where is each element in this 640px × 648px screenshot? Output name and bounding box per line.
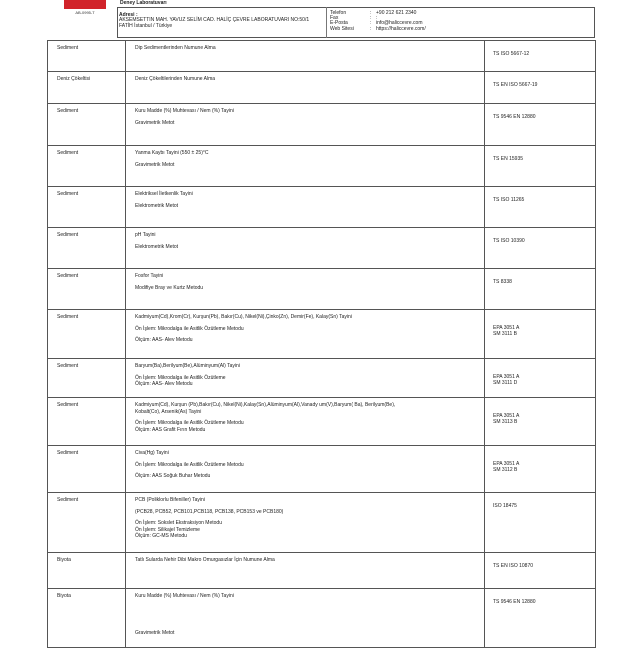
contact-key: Fax bbox=[330, 15, 339, 22]
matrix-cell bbox=[48, 553, 126, 588]
method-reference: TS EN 15935 bbox=[493, 156, 524, 162]
contact-key: E-Posta bbox=[330, 20, 348, 27]
method-cell bbox=[484, 104, 595, 145]
method-reference: EPA 3051 A bbox=[493, 374, 520, 380]
test-cell bbox=[125, 187, 485, 227]
address-value: AKSEMSETTIN MAH. YAVUZ SELİM CAD. HALİÇ ÇEVRE LABORATUVARI NO:50/1 FATİH İstanbul / Türkiye bbox=[119, 17, 310, 29]
test-line: Ön İşlem: Silikajel Temizleme bbox=[135, 526, 200, 533]
accreditation-number: AB-0995-T bbox=[75, 10, 95, 15]
address-label: Adresi : bbox=[119, 12, 138, 18]
matrix-cell bbox=[48, 41, 126, 71]
test-line: Ön İşlem: Mikrodalga ile Asitlik Özütleme Metodu bbox=[135, 325, 244, 332]
test-line: Ön İşlem: Mikrodalga ile Asitlik Özütleme bbox=[135, 374, 226, 381]
test-line: Ön İşlem: Mikrodalga ile Asitlik Özütleme Metodu bbox=[135, 420, 244, 426]
table-row bbox=[47, 40, 596, 72]
method-reference: SM 3113 B bbox=[493, 419, 518, 425]
test-cell bbox=[125, 589, 485, 647]
test-line: Fosfor Tayini bbox=[135, 273, 164, 279]
test-cell bbox=[125, 553, 485, 588]
test-line: Gravimetrik Metot bbox=[135, 629, 175, 636]
method-cell bbox=[484, 359, 595, 397]
matrix-label: Sediment bbox=[57, 273, 79, 279]
test-cell bbox=[125, 359, 485, 397]
matrix-label: Biyota bbox=[57, 593, 71, 599]
contact-value: : bbox=[376, 15, 378, 22]
turkak-logo bbox=[64, 0, 106, 9]
table-row bbox=[47, 358, 596, 398]
test-line: Ölçüm: AAS Soğuk Buhar Metodu bbox=[135, 473, 211, 479]
method-cell bbox=[484, 310, 595, 358]
test-cell bbox=[125, 398, 485, 445]
method-reference: EPA 3051 A bbox=[493, 413, 520, 419]
method-reference: ISO 18475 bbox=[493, 503, 517, 509]
test-line: Kobalt(Co), Arsenik(As) Tayini bbox=[135, 408, 202, 415]
test-line: Kuru Madde (%) Muhtevası / Nem (%) Tayini bbox=[135, 593, 234, 599]
contact-value[interactable]: https://haliccevre.com/ bbox=[376, 25, 426, 32]
matrix-cell bbox=[48, 359, 126, 397]
table-row bbox=[47, 227, 596, 269]
table-row bbox=[47, 445, 596, 493]
method-reference: EPA 3051 A bbox=[493, 461, 520, 467]
matrix-label: Sediment bbox=[57, 497, 79, 503]
matrix-label: Sediment bbox=[57, 150, 79, 156]
test-line: Ölçüm: GC-MS Metodu bbox=[135, 533, 187, 539]
matrix-label: Sediment bbox=[57, 363, 79, 369]
method-cell bbox=[484, 146, 595, 186]
matrix-cell bbox=[48, 72, 126, 103]
method-cell bbox=[484, 72, 595, 103]
method-cell bbox=[484, 493, 595, 552]
test-cell bbox=[125, 41, 485, 71]
contact-value[interactable]: info@haliccevre.com bbox=[376, 20, 423, 27]
matrix-label: Sediment bbox=[57, 45, 79, 51]
matrix-cell bbox=[48, 187, 126, 227]
test-line: Elektriksel İletkenlik Tayini bbox=[135, 191, 193, 197]
test-line: Gravimetrik Metot bbox=[135, 161, 175, 168]
matrix-label: Sediment bbox=[57, 108, 79, 114]
contact-key: Telefon bbox=[330, 10, 347, 16]
matrix-cell bbox=[48, 104, 126, 145]
header-divider bbox=[326, 7, 327, 38]
method-cell bbox=[484, 446, 595, 492]
document-header bbox=[0, 0, 640, 40]
table-row bbox=[47, 103, 596, 146]
matrix-label: Biyota bbox=[57, 557, 71, 563]
matrix-label: Deniz Çökeltisi bbox=[57, 76, 91, 82]
test-cell bbox=[125, 228, 485, 268]
table-row bbox=[47, 588, 596, 648]
test-line: Baryum(Ba),Berilyum(Be),Alüminyum(Al) Tayini bbox=[135, 363, 240, 369]
matrix-cell bbox=[48, 446, 126, 492]
matrix-cell bbox=[48, 269, 126, 309]
table-row bbox=[47, 145, 596, 187]
test-line: Tatlı Sularda Nehir Dibi Makro Omurgasızlar İçin Numune Alma bbox=[135, 557, 275, 563]
matrix-cell bbox=[48, 398, 126, 445]
matrix-cell bbox=[48, 146, 126, 186]
method-reference: TS 8338 bbox=[493, 279, 512, 285]
table-row bbox=[47, 71, 596, 104]
test-line: Yanma Kaybı Tayini (550 ± 25)°C bbox=[135, 150, 209, 156]
test-line: Modifiye Bray ve Kurtz Metodu bbox=[135, 284, 204, 291]
method-reference: TS 9546 EN 12880 bbox=[493, 599, 536, 605]
method-reference: SM 3112 B bbox=[493, 467, 518, 473]
matrix-label: Sediment bbox=[57, 232, 79, 238]
test-line: Elektrometrik Metot bbox=[135, 202, 179, 209]
test-line: (PCB28, PCB52, PCB101,PCB118, PCB138, PCB153 ve PCB180) bbox=[135, 508, 284, 515]
method-cell bbox=[484, 269, 595, 309]
method-cell bbox=[484, 589, 595, 647]
test-line: Elektrometrik Metot bbox=[135, 243, 179, 250]
matrix-cell bbox=[48, 589, 126, 647]
test-cell bbox=[125, 146, 485, 186]
contact-info bbox=[330, 11, 426, 32]
method-cell bbox=[484, 228, 595, 268]
test-line: Kadmiyum(Cd),Krom(Cr), Kurşun(Pb), Bakır(Cu), Nikel(Ni),Çinko(Zn), Demir(Fe), Kalay(Sn) Tayini bbox=[135, 314, 352, 320]
table-row bbox=[47, 552, 596, 589]
method-reference: TS ISO 5667-12 bbox=[493, 51, 530, 57]
test-line: Dip Sedimentlerinden Numune Alma bbox=[135, 45, 216, 51]
scope-table bbox=[47, 40, 596, 640]
contact-separator: : bbox=[370, 25, 372, 32]
matrix-label: Sediment bbox=[57, 314, 79, 320]
matrix-cell bbox=[48, 493, 126, 552]
table-row bbox=[47, 309, 596, 359]
test-line: Ön İşlem: Sokslet Ekstraksiyon Metodu bbox=[135, 520, 222, 526]
table-row bbox=[47, 397, 596, 446]
method-reference: TS ISO 10390 bbox=[493, 238, 525, 244]
matrix-label: Sediment bbox=[57, 402, 79, 408]
lab-name: Deney Laboratuvarı bbox=[120, 0, 167, 6]
test-cell bbox=[125, 446, 485, 492]
test-line: Ön İşlem: Mikrodalga ile Asitlik Özütleme Metodu bbox=[135, 461, 244, 468]
matrix-label: Sediment bbox=[57, 191, 79, 197]
test-line: Ölçüm: AAS- Alev Metodu bbox=[135, 337, 193, 343]
method-reference: SM 3111 D bbox=[493, 380, 518, 386]
table-row bbox=[47, 492, 596, 553]
method-cell bbox=[484, 553, 595, 588]
contact-separator: : bbox=[370, 20, 372, 27]
test-line: Ölçüm: AAS- Alev Metodu bbox=[135, 381, 193, 387]
matrix-label: Sediment bbox=[57, 450, 79, 456]
method-cell bbox=[484, 187, 595, 227]
matrix-cell bbox=[48, 228, 126, 268]
contact-row bbox=[330, 27, 426, 32]
test-cell bbox=[125, 493, 485, 552]
method-reference: TS ISO 11265 bbox=[493, 197, 525, 203]
contact-key: Web Sitesi bbox=[330, 25, 354, 32]
method-reference: TS EN ISO 5667-19 bbox=[493, 82, 538, 88]
method-cell bbox=[484, 41, 595, 71]
contact-separator: : bbox=[370, 15, 372, 22]
test-cell bbox=[125, 72, 485, 103]
method-reference: TS 9546 EN 12880 bbox=[493, 114, 536, 120]
contact-value: +90 212 621 2340 bbox=[376, 10, 417, 16]
test-line: Deniz Çökeltilerinden Numune Alma bbox=[135, 76, 216, 82]
test-line: PCB (Poliklorlu Bifeniller) Tayini bbox=[135, 497, 205, 503]
test-line: pH Tayini bbox=[135, 232, 156, 238]
method-cell bbox=[484, 398, 595, 445]
test-line: Kadmiyum(Cd), Kurşun (Pb),Bakır(Cu), Nikel(Ni),Kalay(Sn),Alüminyum(Al),Vanady um(V),Baryum( Ba), Berilyum(Be), bbox=[135, 402, 396, 408]
contact-separator: : bbox=[370, 10, 372, 16]
test-cell bbox=[125, 104, 485, 145]
method-reference: TS EN ISO 10870 bbox=[493, 563, 534, 569]
method-reference: SM 3111 B bbox=[493, 331, 517, 337]
test-line: Kuru Madde (%) Muhtevası / Nem (%) Tayini bbox=[135, 108, 234, 114]
test-line: Ölçüm: AAS Grafit Fırın Metodu bbox=[135, 426, 206, 433]
test-cell bbox=[125, 310, 485, 358]
test-cell bbox=[125, 269, 485, 309]
test-line: Civa(Hg) Tayini bbox=[135, 450, 169, 456]
table-row bbox=[47, 268, 596, 310]
test-line: Gravimetrik Metot bbox=[135, 119, 175, 126]
table-row bbox=[47, 186, 596, 228]
matrix-cell bbox=[48, 310, 126, 358]
method-reference: EPA 3051 A bbox=[493, 325, 520, 331]
